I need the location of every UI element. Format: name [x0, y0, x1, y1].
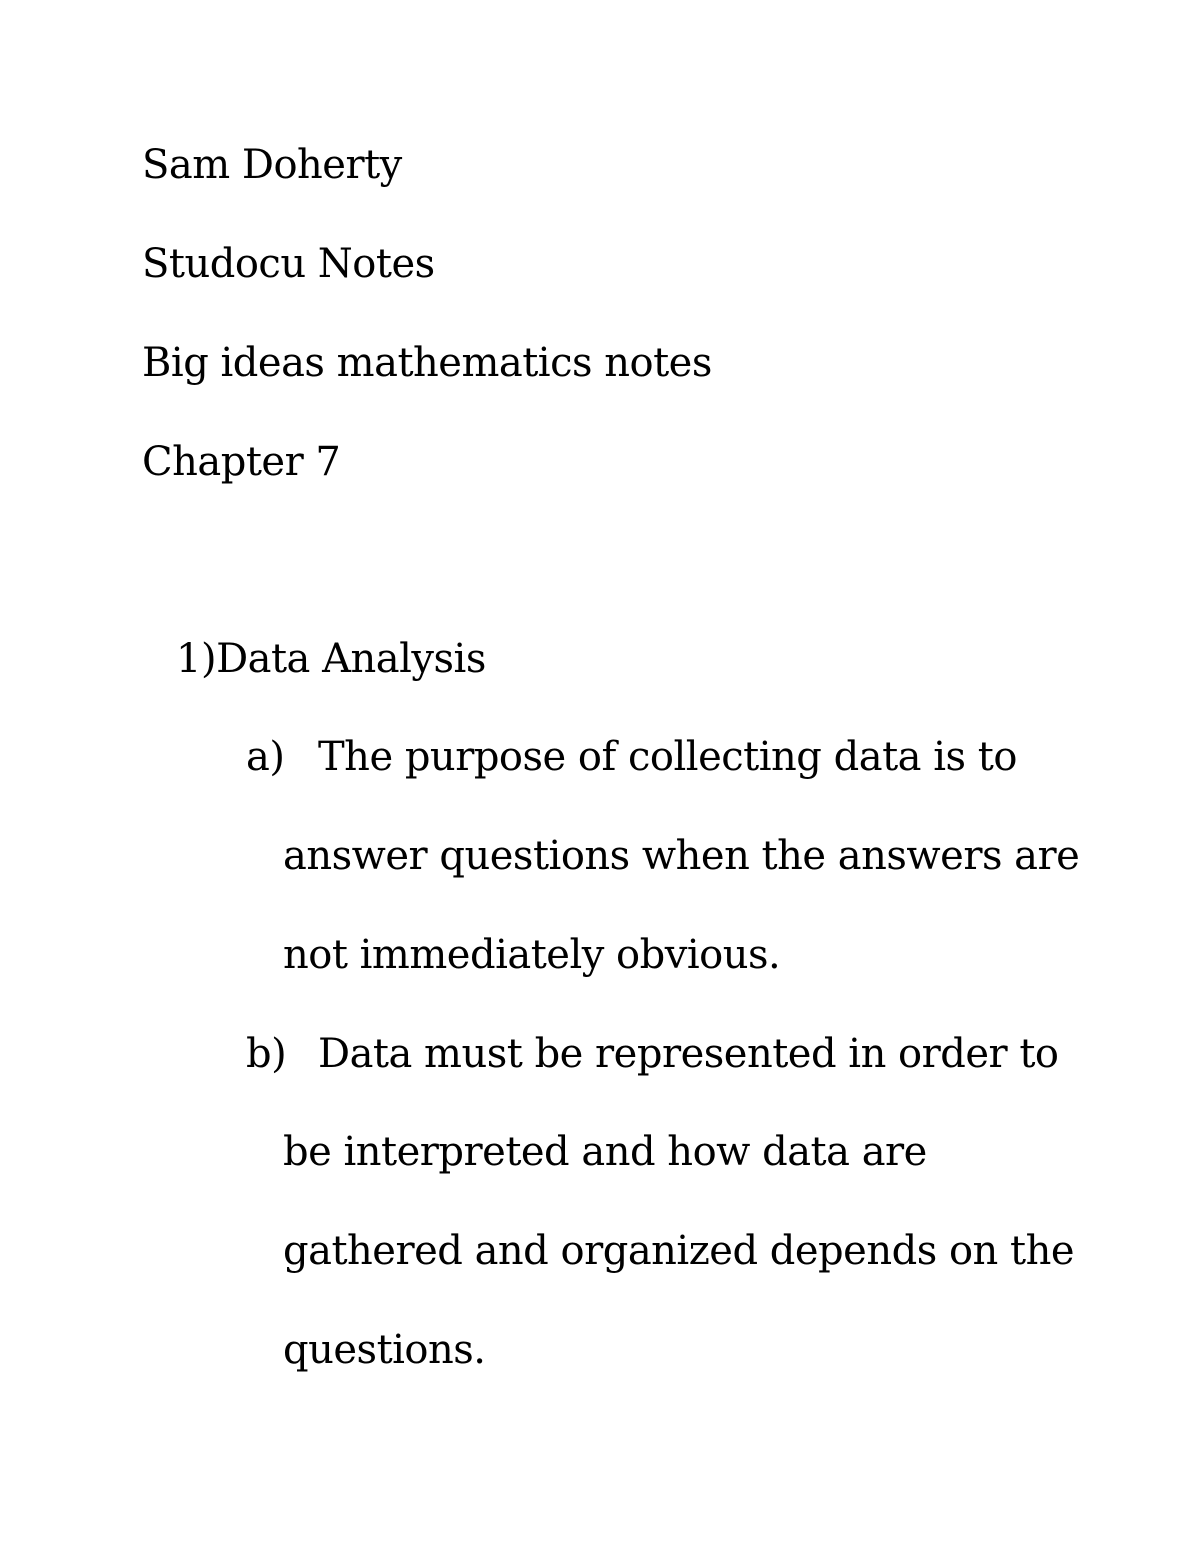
list-item-marker-a: a) — [246, 734, 285, 780]
list-item-b-line-4: questions. — [283, 1327, 486, 1373]
list-item-a-line-2: answer questions when the answers are — [283, 833, 1080, 879]
chapter-title: Chapter 7 — [142, 439, 341, 485]
source-label: Studocu Notes — [142, 241, 435, 287]
section-heading — [176, 634, 486, 684]
list-item-b-line-2: be interpreted and how data are — [283, 1129, 927, 1175]
author-name: Sam Doherty — [142, 142, 402, 188]
section-number: 1) — [176, 636, 217, 682]
list-item-b-line-1: Data must be represented in order to — [318, 1031, 1059, 1077]
list-item-a-line-3: not immediately obvious. — [283, 932, 781, 978]
section-title: Data Analysis — [216, 636, 486, 682]
list-item-a-line-1: The purpose of collecting data is to — [318, 734, 1017, 780]
course-title: Big ideas mathematics notes — [142, 340, 712, 386]
list-item-marker-b: b) — [246, 1031, 287, 1077]
list-item-b-line-3: gathered and organized depends on the — [283, 1228, 1075, 1274]
